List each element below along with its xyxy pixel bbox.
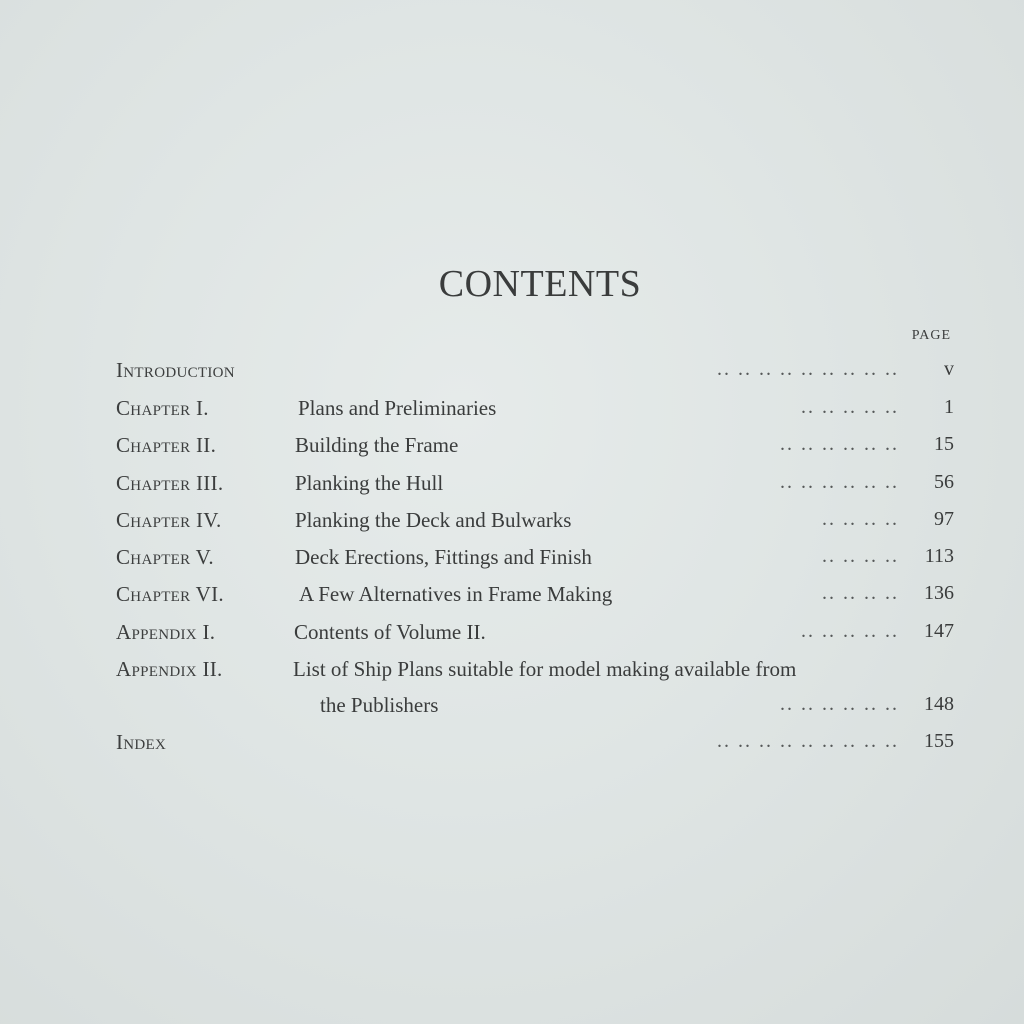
leader-dots: .. .. .. .. .. .. .. .. .. (717, 358, 899, 380)
toc-entry-label: Index (116, 730, 167, 754)
toc-entry-title: Deck Erections, Fittings and Finish (295, 545, 592, 569)
toc-entry-label: Chapter I. (116, 396, 209, 420)
toc-entry-label: Chapter VI. (116, 582, 224, 606)
leader-dots: .. .. .. .. (822, 582, 899, 604)
toc-entry (0, 471, 1024, 503)
toc-entry-label: Introduction (116, 358, 235, 382)
toc-entry (0, 396, 1024, 428)
toc-entry-page: 1 (944, 396, 954, 418)
toc-entry-page: 97 (934, 508, 954, 530)
toc-entry (0, 582, 1024, 614)
toc-entry-title: Plans and Preliminaries (298, 396, 497, 420)
toc-entry-page: 15 (934, 433, 954, 455)
toc-entry-label: Chapter IV. (116, 508, 222, 532)
toc-entry-label: Chapter III. (116, 471, 224, 495)
toc-entry-label: Chapter V. (116, 545, 214, 569)
toc-entry (0, 508, 1024, 540)
toc-entry-title: A Few Alternatives in Frame Making (299, 582, 613, 606)
toc-entry-page: 56 (934, 471, 954, 493)
page-column-heading: PAGE (911, 328, 951, 343)
toc-entry-title: List of Ship Plans suitable for model making available from (293, 657, 797, 681)
toc-entry (0, 358, 1024, 390)
leader-dots: .. .. .. .. (822, 545, 899, 567)
toc-entry-page: 113 (924, 545, 954, 567)
toc-entry-title-line2: the Publishers (320, 693, 439, 717)
toc-entry-title: Building the Frame (295, 433, 459, 457)
toc-entry-label: Appendix II. (116, 657, 223, 681)
toc-entry (0, 730, 1024, 762)
toc-entry-page: 148 (924, 693, 954, 715)
toc-entry-title: Planking the Deck and Bulwarks (295, 508, 572, 532)
toc-entry-label: Chapter II. (116, 433, 217, 457)
leader-dots: .. .. .. .. .. .. (780, 693, 899, 715)
toc-entry-title: Planking the Hull (295, 471, 444, 495)
leader-dots: .. .. .. .. (822, 508, 899, 530)
toc-entry-label: Appendix I. (116, 620, 216, 644)
leader-dots: .. .. .. .. .. .. (780, 433, 899, 455)
toc-entry-page: 147 (924, 620, 954, 642)
leader-dots: .. .. .. .. .. .. .. .. .. (717, 730, 899, 752)
toc-entry-page: v (944, 358, 954, 380)
leader-dots: .. .. .. .. .. .. (780, 471, 899, 493)
toc-entry-continuation (0, 693, 1024, 725)
toc-entry-page: 155 (924, 730, 954, 752)
page-title: CONTENTS (438, 263, 642, 305)
toc-entry (0, 657, 1024, 689)
toc-entry (0, 620, 1024, 652)
toc-entry-page: 136 (924, 582, 954, 604)
leader-dots: .. .. .. .. .. (801, 396, 899, 418)
leader-dots: .. .. .. .. .. (801, 620, 899, 642)
toc-entry-title: Contents of Volume II. (294, 620, 486, 644)
toc-entry (0, 433, 1024, 465)
toc-entry (0, 545, 1024, 577)
